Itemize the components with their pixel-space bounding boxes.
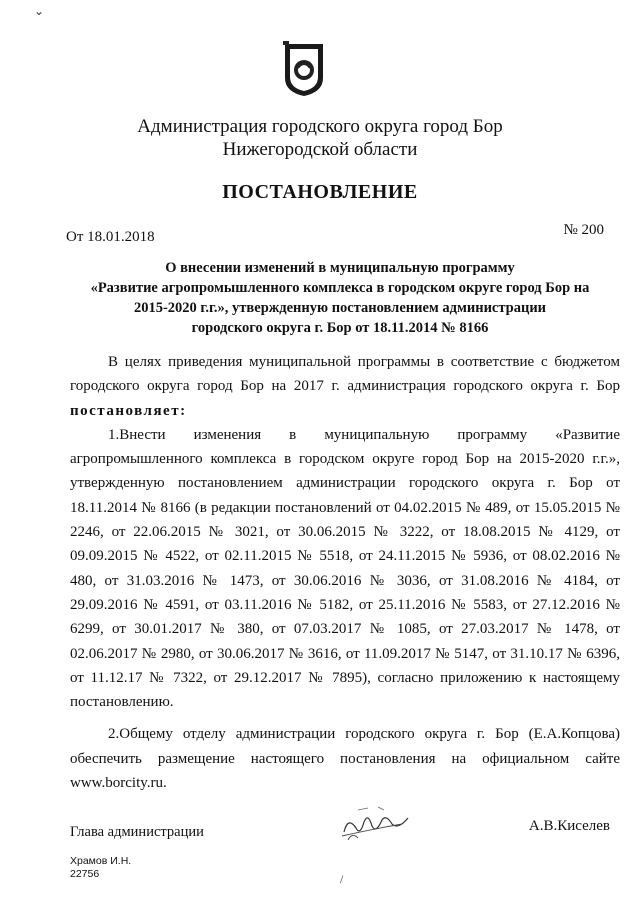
item1-line: 6299, от 30.01.2017 № 380, от 07.03.2017 № 1085, от 27.03.2017 № 1478, от xyxy=(70,621,620,638)
subject-line: 2015-2020 г.г.», утвержденную постановлением администрации xyxy=(133,300,547,316)
item1-line: постановлению. xyxy=(70,694,174,711)
item1-line: 09.09.2015 № 4522, от 02.11.2015 № 5518, от 24.11.2015 № 5936, от 08.02.2016 № xyxy=(70,548,620,565)
subject-line: городского округа г. Бор от 18.11.2014 № 8166 xyxy=(191,320,489,336)
handwritten-signature-icon xyxy=(338,802,418,852)
page-mark-icon: / xyxy=(340,872,344,886)
item1-line: агропромышленного комплекса в городском округе город Бор на 2015-2020 г.г.», xyxy=(70,451,620,468)
document-body xyxy=(70,350,620,795)
item1-line: утвержденную постановлением администрации городского округа г. Бор от xyxy=(70,475,620,492)
item2-line: 2.Общему отделу администрации городского округа г. Бор (Е.А.Копцова) xyxy=(108,726,620,743)
resolves-keyword: постановляет: xyxy=(70,402,187,419)
document-date: От 18.01.2018 xyxy=(66,229,155,245)
executor-phone: 22756 xyxy=(70,868,100,880)
item1-line: 29.09.2016 № 4591, от 03.11.2016 № 5182, от 25.11.2016 № 5583, от 27.12.2016 № xyxy=(70,596,620,613)
subject-line: О внесении изменений в муниципальную программу xyxy=(165,260,515,276)
item2-line: обеспечить размещение настоящего постановления на официальном сайте xyxy=(70,750,620,767)
item1-line: 02.06.2017 № 2980, от 30.06.2017 № 3616, от 11.09.2017 № 5147, от 31.10.17 № 6396, xyxy=(70,645,620,662)
organization-region: Нижегородской области xyxy=(222,139,418,160)
signatory-title: Глава администрации xyxy=(70,824,204,840)
executor-info xyxy=(70,855,131,881)
item1-line: 1.Внести изменения в муниципальную программу «Развитие xyxy=(108,426,620,443)
corner-mark-icon: ⌄ xyxy=(34,4,45,18)
document-subject xyxy=(40,258,640,338)
item1-line: 480, от 31.03.2016 № 1473, от 30.06.2016 № 3036, от 31.08.2016 № 4184, от xyxy=(70,572,620,589)
organization-name: Администрация городского округа город Бор xyxy=(137,116,503,137)
subject-line: «Развитие агропромышленного комплекса в городском округе город Бор на xyxy=(90,280,590,296)
coat-of-arms-emblem xyxy=(281,40,327,98)
item1-line: 18.11.2014 № 8166 (в редакции постановлений от 04.02.2015 № 489, от 15.05.2015 № xyxy=(70,499,620,516)
body-line: В целях приведения муниципальной программы в соответствие с бюджетом xyxy=(108,354,620,370)
item1-line: 2246, от 22.06.2015 № 3021, от 30.06.2015 № 3222, от 18.08.2015 № 4129, от xyxy=(70,524,620,541)
document-type-title: ПОСТАНОВЛЕНИЕ xyxy=(222,181,418,203)
document-number: № 200 xyxy=(563,222,604,238)
body-line: городского округа город Бор на 2017 г. администрация городского округа г. Бор xyxy=(70,378,620,395)
executor-name: Храмов И.Н. xyxy=(70,855,132,867)
item1-line: от 11.12.17 № 7322, от 29.12.2017 № 7895), согласно приложению к настоящему xyxy=(70,669,620,686)
signatory-name: А.В.Киселев xyxy=(528,818,610,834)
website-link[interactable]: www.borcity.ru. xyxy=(70,775,167,792)
